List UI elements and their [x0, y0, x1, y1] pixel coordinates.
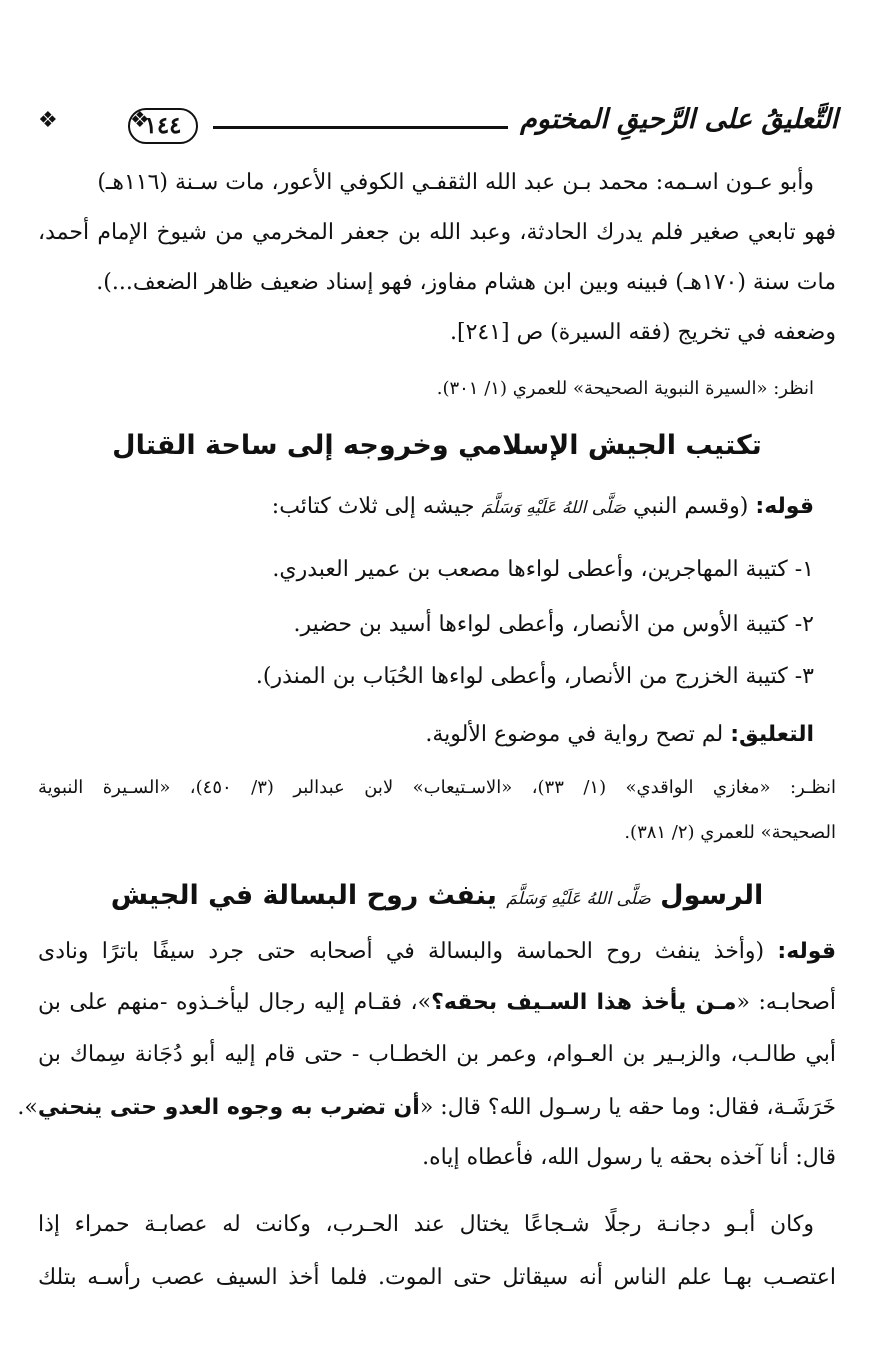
paragraph-line: مات سنة (١٧٠هـ) فبينه وبين ابن هشام مفاوز، فهو إسناد ضعيف ظاهر الضعف...). — [96, 270, 836, 295]
quote-text: ». — [17, 1095, 38, 1120]
section-heading — [38, 880, 836, 911]
taliq-label: التعليق: — [730, 722, 814, 747]
reference-note: انظـر: «مغازي الواقدي» (١/ ٣٣)، «الاسـتيعاب» لابن عبدالبر (٣/ ٤٥٠)، «السـيرة النبوية — [38, 777, 837, 798]
reference-note: الصحيحة» للعمري (٢/ ٣٨١). — [624, 822, 836, 843]
quote-intro — [38, 492, 814, 523]
quote-text: جيشه إلى ثلاث كتائب: — [271, 494, 482, 519]
quote-line — [17, 1093, 836, 1123]
running-title: التَّعليقُ على الرَّحيقِ المختوم — [520, 104, 838, 135]
commentary — [38, 720, 814, 750]
paragraph-line: اعتصـب بهـا علم الناس أنه سيقاتل حتى الموت. فلما أخذ السيف عصب رأسـه بتلك — [38, 1265, 836, 1290]
list-item: ٢- كتيبة الأوس من الأنصار، وأعطى لواءها أسيد بن حضير. — [293, 612, 814, 637]
page-number-frame — [106, 108, 216, 144]
paragraph-line: فهو تابعي صغير فلم يدرك الحادثة، وعبد الله بن جعفر المخرمي من شيوخ الإمام أحمد، — [38, 220, 836, 245]
quote-line: أبي طالـب، والزبـير بن العـوام، وعمر بن الخطـاب - حتى قام إليه أبو دُجَانة سِماك بن — [38, 1042, 836, 1067]
list-item: ٣- كتيبة الخزرج من الأنصار، وأعطى لواءها الحُبَاب بن المنذر). — [255, 664, 814, 689]
section-heading: تكتيب الجيش الإسلامي وخروجه إلى ساحة القتال — [112, 430, 762, 461]
salawat-seal: صَلَّى اللهُ عَلَيْهِ وَسَلَّمَ — [506, 889, 651, 909]
hadith-text: أن تضرب به وجوه العدو حتى ينحني — [37, 1095, 420, 1120]
salawat-seal: صَلَّى اللهُ عَلَيْهِ وَسَلَّمَ — [481, 498, 626, 518]
qawl-label: قوله: — [755, 494, 814, 519]
paragraph-line: وكان أبـو دجانـة رجلًا شـجاعًا يختال عند الحـرب، وكانت له عصابـة حمراء إذا — [38, 1212, 814, 1237]
page-number: ١٤٤ — [128, 108, 198, 144]
heading-text: الرسول — [650, 880, 764, 911]
reference-note: انظر: «السيرة النبوية الصحيحة» للعمري (١/ ٣٠١). — [436, 378, 814, 399]
quote-text: (وأخذ ينفث روح الحماسة والبسالة في أصحابه حتى جرد سيفًا باترًا ونادى — [38, 939, 778, 964]
quote-line — [38, 988, 836, 1018]
list-item: ١- كتيبة المهاجرين، وأعطى لواءها مصعب بن عمير العبدري. — [272, 557, 814, 582]
ornament-icon: ❖ — [130, 108, 150, 133]
quote-text: (وقسم النبي — [625, 494, 756, 519]
quote-text: »، فقـام إليه رجال ليأخـذوه -منهم على بن — [38, 990, 432, 1015]
commentary-text: لم تصح رواية في موضوع الألوية. — [425, 722, 731, 747]
heading-text: ينفث روح البسالة في الجيش — [110, 880, 507, 911]
page-header — [38, 100, 838, 150]
paragraph-line: وضعفه في تخريج (فقه السيرة) ص [٢٤١]. — [449, 320, 836, 345]
quote-line — [38, 937, 836, 967]
header-rule — [213, 126, 508, 129]
quote-text: أصحابـه: « — [736, 990, 836, 1015]
hadith-text: مـن يأخذ هذا السـيف بحقه؟ — [431, 990, 737, 1015]
paragraph-line: وأبو عـون اسـمه: محمد بـن عبد الله الثقفـي الكوفي الأعور، مات سـنة (١١٦هـ) — [97, 170, 814, 195]
qawl-label: قوله: — [777, 939, 836, 964]
ornament-icon: ❖ — [38, 108, 58, 133]
quote-text: خَرَشَـة، فقال: وما حقه يا رسـول الله؟ قال: « — [419, 1095, 836, 1120]
quote-line: قال: أنا آخذه بحقه يا رسول الله، فأعطاه إياه. — [422, 1145, 836, 1170]
